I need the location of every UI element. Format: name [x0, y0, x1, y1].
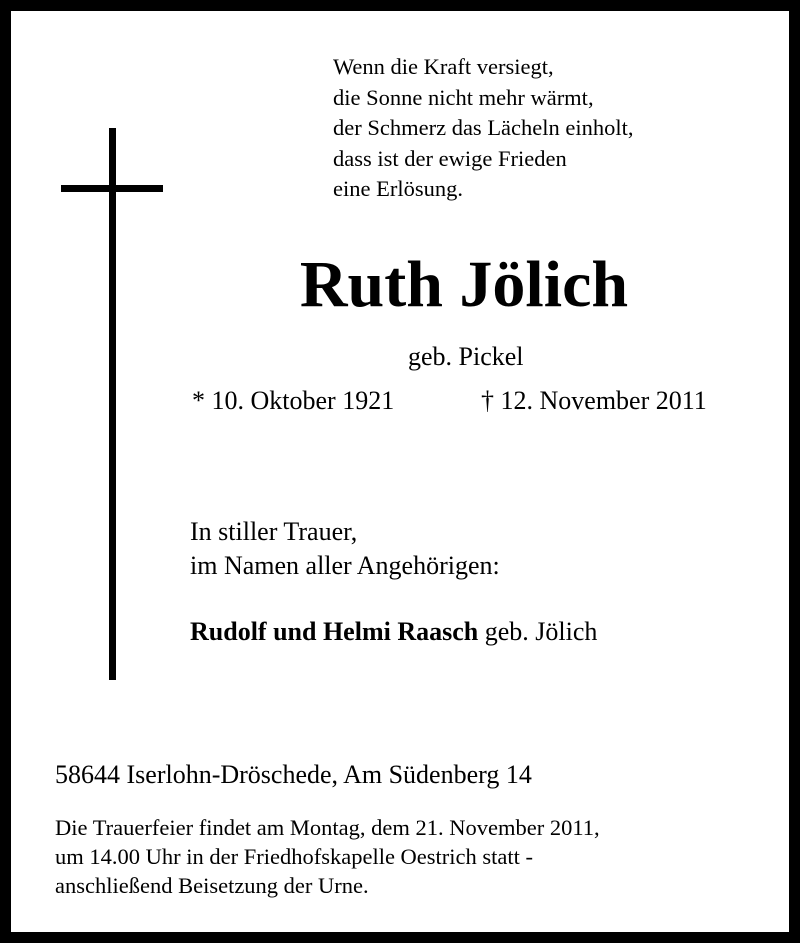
death-date: † 12. November 2011 — [481, 386, 707, 415]
family-signature — [190, 612, 597, 652]
poem-line: eine Erlösung. — [333, 176, 463, 201]
service-line: Die Trauerfeier findet am Montag, dem 21. November 2011, — [55, 815, 600, 840]
cross-icon — [109, 128, 116, 680]
poem — [333, 52, 634, 205]
poem-line: die Sonne nicht mehr wärmt, — [333, 84, 594, 110]
mourning-line: In stiller Trauer, — [190, 517, 358, 546]
family-suffix: geb. Jölich — [484, 617, 598, 646]
funeral-service-info — [55, 813, 600, 900]
poem-line: Wenn die Kraft versiegt, — [333, 54, 554, 79]
service-line: anschließend Beisetzung der Urne. — [55, 873, 369, 898]
address: 58644 Iserlohn-Dröschede, Am Südenberg 14 — [55, 760, 532, 789]
service-line: um 14.00 Uhr in der Friedhofskapelle Oestrich statt - — [55, 844, 534, 869]
mourning-line: im Namen aller Angehörigen: — [190, 551, 500, 580]
mourning-text — [190, 515, 500, 583]
birth-date: * 10. Oktober 1921 — [192, 386, 395, 415]
cross-icon-crossbar — [61, 185, 163, 192]
poem-line: dass ist der ewige Frieden — [333, 145, 567, 171]
poem-line: der Schmerz das Lächeln einholt, — [333, 115, 634, 140]
deceased-name: Ruth Jölich — [299, 248, 629, 321]
maiden-name: geb. Pickel — [408, 342, 524, 371]
family-names: Rudolf und Helmi Raasch — [190, 617, 479, 646]
